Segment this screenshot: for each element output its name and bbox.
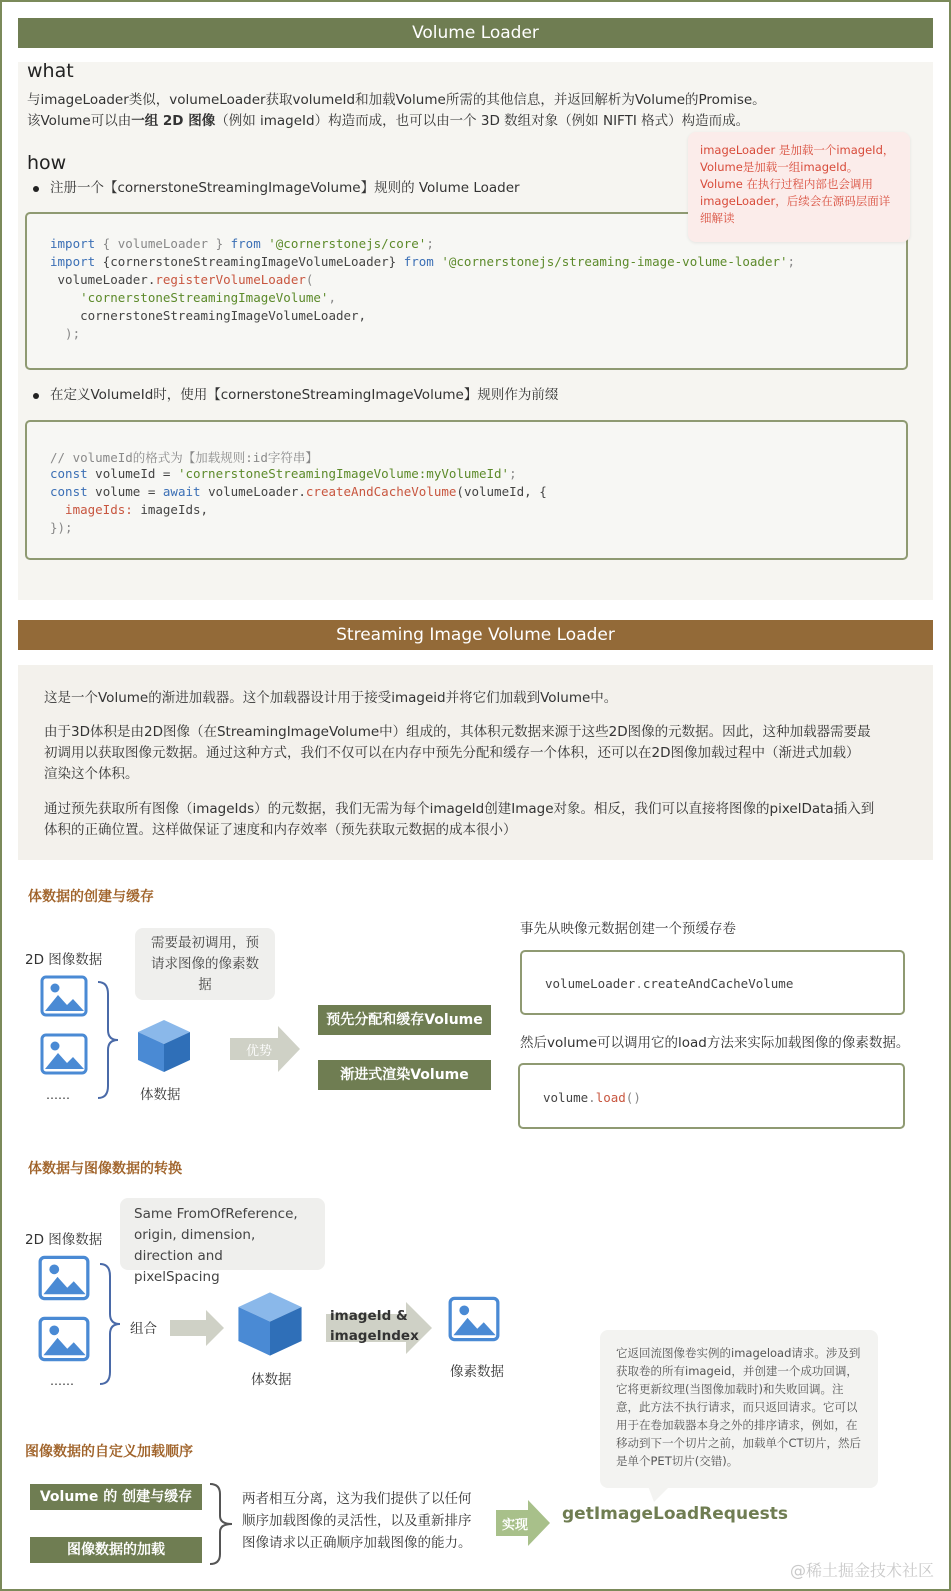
code1-l4-str: 'cornerstoneStreamingImageVolume' bbox=[50, 290, 329, 305]
imageloader-note: imageLoader 是加载一个imageId，Volume是加载一组imageId。Volume 在执行过程内部也会调用imageLoader，后续会在源码层面详细解读 bbox=[688, 132, 910, 242]
section3-title: 图像数据的自定义加载顺序 bbox=[25, 1444, 193, 1460]
volume-load-code bbox=[518, 1063, 905, 1129]
create-cache-c: createAndCacheVolume bbox=[642, 976, 794, 991]
section1-title: 体数据的创建与缓存 bbox=[28, 889, 154, 905]
volume-load-a: volume bbox=[543, 1090, 589, 1105]
code1-l2-a: {cornerstoneStreamingImageVolumeLoader} bbox=[95, 254, 404, 269]
volume-id-code-block bbox=[25, 420, 908, 560]
code2-line-1: // volumeId的格式为【加载规则:id字符串】 bbox=[50, 450, 318, 465]
volume-loader-banner: Volume Loader bbox=[18, 18, 933, 48]
section1-bubble: 需要最初调用，预请求图像的像素数据 bbox=[135, 928, 275, 1000]
code2-l3-kw: const bbox=[50, 484, 88, 499]
image-load-tag: 图像数据的加载 bbox=[30, 1537, 202, 1563]
code1-l1-kw: import bbox=[50, 236, 96, 251]
code2-l4-a: imageIds, bbox=[132, 502, 209, 517]
code1-l3-a: volumeLoader. bbox=[50, 272, 156, 287]
streaming-loader-banner: Streaming Image Volume Loader bbox=[18, 620, 933, 650]
pixel-data-label: 像素数据 bbox=[450, 1364, 504, 1380]
image-icon bbox=[38, 1255, 90, 1301]
how-bullet-2: 在定义VolumeId时，使用【cornerstoneStreamingImageVolume】规则作为前缀 bbox=[50, 387, 559, 403]
section3-desc-l1: 两者相互分离，这为我们提供了以任何 bbox=[242, 1491, 472, 1507]
get-image-load-requests-note: 它返回流图像卷实例的imageload请求。涉及到获取卷的所有imageid，并创建一个成功回调，它将更新纹理(当图像加载时)和失败回调。注意，此方法不执行请求，而只返回请求。它可以用于在卷加载器本身之外的排序请求，例如，在移动到下一个切片之前，加载单个CT切片，然后是单个PET切片(交错)。 bbox=[600, 1330, 878, 1488]
what-line-2-bold: 一组 2D 图像 bbox=[131, 113, 216, 129]
code2-l3-a: volume = bbox=[87, 484, 163, 499]
section2-bubble-l2: origin, dimension, bbox=[134, 1227, 256, 1243]
create-cache-tag: Volume 的 创建与缓存 bbox=[30, 1484, 202, 1510]
create-cache-b: . bbox=[635, 976, 643, 991]
volume-load-b: . bbox=[588, 1090, 596, 1105]
code2-l3-kw2: await bbox=[162, 484, 201, 499]
code1-l2-from: from bbox=[403, 254, 434, 269]
section3-desc-l2: 顺序加载图像的灵活性，以及重新排序 bbox=[242, 1513, 472, 1529]
combine-label: 组合 bbox=[130, 1321, 157, 1337]
code1-l4-end: , bbox=[328, 290, 336, 305]
code1-l2-kw: import bbox=[50, 254, 96, 269]
code2-line-3 bbox=[50, 484, 547, 499]
image-icon bbox=[448, 1296, 500, 1342]
streaming-p3-l1: 通过预先获取所有图像（imageIds）的元数据，我们无需为每个imageId创建Image对象。相反，我们可以直接将图像的pixelData插入到 bbox=[44, 801, 875, 817]
how-heading: how bbox=[27, 152, 67, 174]
code2-l2-a: volumeId = bbox=[87, 466, 178, 481]
code2-line-5: }); bbox=[50, 520, 73, 535]
volume-load-fn: load bbox=[595, 1090, 626, 1105]
image-icon bbox=[38, 1316, 90, 1362]
code1-l1-from: from bbox=[230, 236, 261, 251]
section2-bubble bbox=[120, 1198, 325, 1285]
section1-arrow-label: 优势 bbox=[246, 1044, 273, 1059]
code2-line-4 bbox=[50, 502, 208, 517]
bullet-dot-1 bbox=[33, 186, 39, 192]
brace-icon bbox=[98, 1262, 122, 1386]
code1-l2-end: ; bbox=[787, 254, 796, 269]
brace-icon bbox=[96, 980, 120, 1100]
section2-volume-label: 体数据 bbox=[251, 1372, 292, 1388]
section2-dots: …… bbox=[50, 1374, 74, 1388]
section2-title: 体数据与图像数据的转换 bbox=[28, 1161, 182, 1177]
code1-l3-end: ( bbox=[305, 272, 314, 287]
bullet-dot-2 bbox=[33, 393, 39, 399]
convert-arrow-l2: imageIndex bbox=[330, 1328, 419, 1344]
cube-icon bbox=[136, 1018, 192, 1074]
section2-bubble-l1: Same FromOfReference, bbox=[134, 1206, 298, 1222]
code1-line-3 bbox=[50, 272, 313, 287]
create-cache-code-line bbox=[545, 976, 793, 991]
implement-label: 实现 bbox=[502, 1518, 529, 1533]
volume-load-c: () bbox=[625, 1090, 641, 1105]
combine-arrow-icon bbox=[170, 1308, 226, 1348]
code2-l2-str: 'cornerstoneStreamingImageVolume:myVolumeId' bbox=[177, 466, 510, 481]
streaming-p1: 这是一个Volume的渐进加载器。这个加载器设计用于接受imageid并将它们加载到Volume中。 bbox=[44, 690, 618, 706]
code1-l1-str: '@cornerstonejs/core' bbox=[260, 236, 427, 251]
code2-l2-end: ; bbox=[509, 466, 517, 481]
section1-2d-label: 2D 图像数据 bbox=[25, 952, 103, 968]
note-pointer bbox=[648, 1486, 670, 1502]
preallocate-tag: 预先分配和缓存Volume bbox=[318, 1005, 491, 1035]
brace-icon bbox=[208, 1482, 234, 1566]
streaming-p2-l2: 初调用以获取图像元数据。通过这种方式，我们不仅可以在内存中预先分配和缓存一个体积，还可以在2D图像加载过程中（渐进式加载） bbox=[44, 745, 860, 761]
volume-load-code-line bbox=[543, 1090, 641, 1105]
image-icon bbox=[40, 1033, 88, 1075]
code2-l4-fn: imageIds: bbox=[50, 502, 133, 517]
section1-volume-label: 体数据 bbox=[140, 1087, 181, 1103]
code1-line-4 bbox=[50, 290, 336, 305]
cube-icon bbox=[236, 1290, 304, 1358]
code1-l2-str: '@cornerstonejs/streaming-image-volume-loader' bbox=[433, 254, 788, 269]
watermark: @稀土掘金技术社区 bbox=[790, 1561, 935, 1580]
code2-l3-fn: createAndCacheVolume bbox=[305, 484, 457, 499]
what-line-2a: 该Volume可以由 bbox=[27, 113, 132, 129]
code2-l3-b: volumeLoader. bbox=[200, 484, 306, 499]
code1-line-2 bbox=[50, 254, 795, 269]
what-line-1: 与imageLoader类似，volumeLoader获取volumeId和加载Volume所需的其他信息，并返回解析为Volume的Promise。 bbox=[27, 92, 766, 108]
what-line-2c: （例如 imageId）构造而成，也可以由一个 3D 数组对象（例如 NIFTI 格式）构造而成。 bbox=[215, 113, 750, 129]
streaming-p2-l1: 由于3D体积是由2D图像（在StreamingImageVolume中）组成的，其体积元数据来源于这些2D图像的元数据。因此，这种加载器需要最 bbox=[44, 724, 871, 740]
section1-right-label-1: 事先从映像元数据创建一个预缓存卷 bbox=[520, 921, 736, 937]
code1-l1-end: ; bbox=[426, 236, 434, 251]
code2-l3-c: (volumeId, { bbox=[456, 484, 547, 499]
progressive-render-tag: 渐进式渲染Volume bbox=[318, 1060, 491, 1090]
code1-l1-a: { volumeLoader } bbox=[95, 236, 231, 251]
code1-line-1 bbox=[50, 236, 434, 251]
code1-line-6: ); bbox=[50, 326, 81, 341]
how-bullet-1: 注册一个【cornerstoneStreamingImageVolume】规则的 Volume Loader bbox=[50, 180, 520, 196]
image-icon bbox=[40, 975, 88, 1017]
what-line-2 bbox=[27, 111, 749, 132]
what-heading: what bbox=[27, 60, 74, 82]
code1-l3-fn: registerVolumeLoader bbox=[155, 272, 306, 287]
code1-line-5: cornerstoneStreamingImageVolumeLoader, bbox=[50, 308, 367, 323]
section2-bubble-l3: direction and pixelSpacing bbox=[134, 1248, 223, 1285]
get-image-load-requests: getImageLoadRequests bbox=[562, 1504, 788, 1524]
convert-arrow-l1: imageId & bbox=[330, 1308, 408, 1324]
code2-line-2 bbox=[50, 466, 517, 481]
section3-desc-l3: 图像请求以正确顺序加载图像的能力。 bbox=[242, 1535, 472, 1551]
streaming-p2-l3: 渲染这个体积。 bbox=[44, 766, 139, 782]
section2-2d-label: 2D 图像数据 bbox=[25, 1232, 103, 1248]
section1-dots: …… bbox=[46, 1088, 70, 1102]
section1-right-label-2: 然后volume可以调用它的load方法来实际加载图像的像素数据。 bbox=[520, 1035, 910, 1051]
streaming-p3-l2: 体积的正确位置。这样做保证了速度和内存效率（预先获取元数据的成本很小） bbox=[44, 822, 517, 838]
code2-l2-kw: const bbox=[50, 466, 88, 481]
create-cache-code bbox=[520, 950, 905, 1015]
create-cache-a: volumeLoader bbox=[545, 976, 636, 991]
